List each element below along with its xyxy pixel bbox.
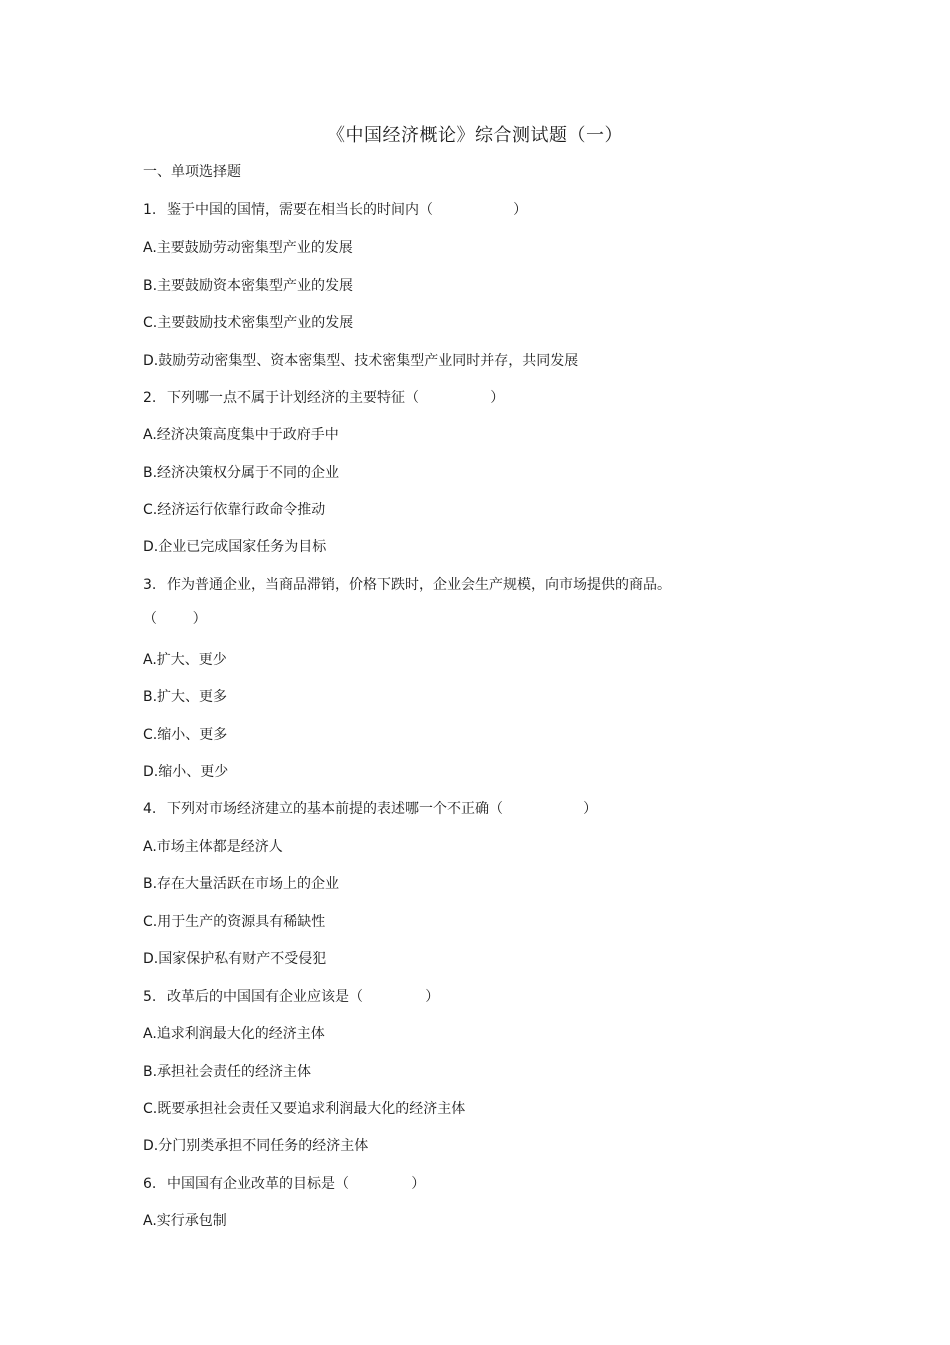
question-3-answer-blank: （ ） [143, 611, 207, 627]
question-number: 4. [143, 801, 157, 817]
question-4-option-c: C.用于生产的资源具有稀缺性 [143, 914, 326, 930]
question-text: 改革后的中国国有企业应该是（ ） [167, 989, 440, 1005]
question-2-option-c: C.经济运行依靠行政命令推动 [143, 502, 326, 518]
question-6-option-a: A.实行承包制 [143, 1213, 227, 1229]
question-5-option-d: D.分门别类承担不同任务的经济主体 [143, 1138, 369, 1154]
question-5-stem [143, 987, 439, 1007]
question-4-option-d: D.国家保护私有财产不受侵犯 [143, 951, 327, 967]
question-text: 作为普通企业，当商品滞销，价格下跌时，企业会生产规模，向市场提供的商品。 [167, 577, 671, 593]
question-text: 鉴于中国的国情，需要在相当长的时间内（ ） [167, 202, 528, 218]
question-1-option-b: B.主要鼓励资本密集型产业的发展 [143, 278, 354, 294]
question-number: 6. [143, 1176, 157, 1192]
question-1-option-c: C.主要鼓励技术密集型产业的发展 [143, 315, 354, 331]
question-1-stem [143, 200, 527, 220]
question-3-option-a: A.扩大、更少 [143, 652, 227, 668]
question-6-stem [143, 1174, 425, 1194]
section-heading: 一、单项选择题 [143, 164, 241, 180]
question-2-stem [143, 388, 504, 408]
question-1-option-d: D.鼓励劳动密集型、资本密集型、技术密集型产业同时并存，共同发展 [143, 353, 579, 369]
page-title: 《中国经济概论》综合测试题（一） [327, 125, 623, 146]
question-number: 1. [143, 202, 157, 218]
question-3-option-d: D.缩小、更少 [143, 764, 229, 780]
question-5-option-a: A.追求利润最大化的经济主体 [143, 1026, 325, 1042]
question-4-option-a: A.市场主体都是经济人 [143, 839, 283, 855]
question-1-option-a: A.主要鼓励劳动密集型产业的发展 [143, 240, 353, 256]
question-3-stem [143, 575, 671, 595]
question-2-option-a: A.经济决策高度集中于政府手中 [143, 427, 339, 443]
question-5-option-c: C.既要承担社会责任又要追求利润最大化的经济主体 [143, 1101, 466, 1117]
question-number: 2. [143, 390, 157, 406]
question-2-option-d: D.企业已完成国家任务为目标 [143, 539, 327, 555]
question-number: 5. [143, 989, 157, 1005]
question-text: 下列哪一点不属于计划经济的主要特征（ ） [167, 390, 505, 406]
question-number: 3. [143, 577, 157, 593]
question-2-option-b: B.经济决策权分属于不同的企业 [143, 465, 340, 481]
question-3-option-b: B.扩大、更多 [143, 689, 228, 705]
question-3-option-c: C.缩小、更多 [143, 727, 228, 743]
question-4-option-b: B.存在大量活跃在市场上的企业 [143, 876, 340, 892]
question-5-option-b: B.承担社会责任的经济主体 [143, 1064, 312, 1080]
question-text: 下列对市场经济建立的基本前提的表述哪一个不正确（ ） [167, 801, 598, 817]
question-4-stem [143, 799, 597, 819]
question-text: 中国国有企业改革的目标是（ ） [167, 1176, 426, 1192]
